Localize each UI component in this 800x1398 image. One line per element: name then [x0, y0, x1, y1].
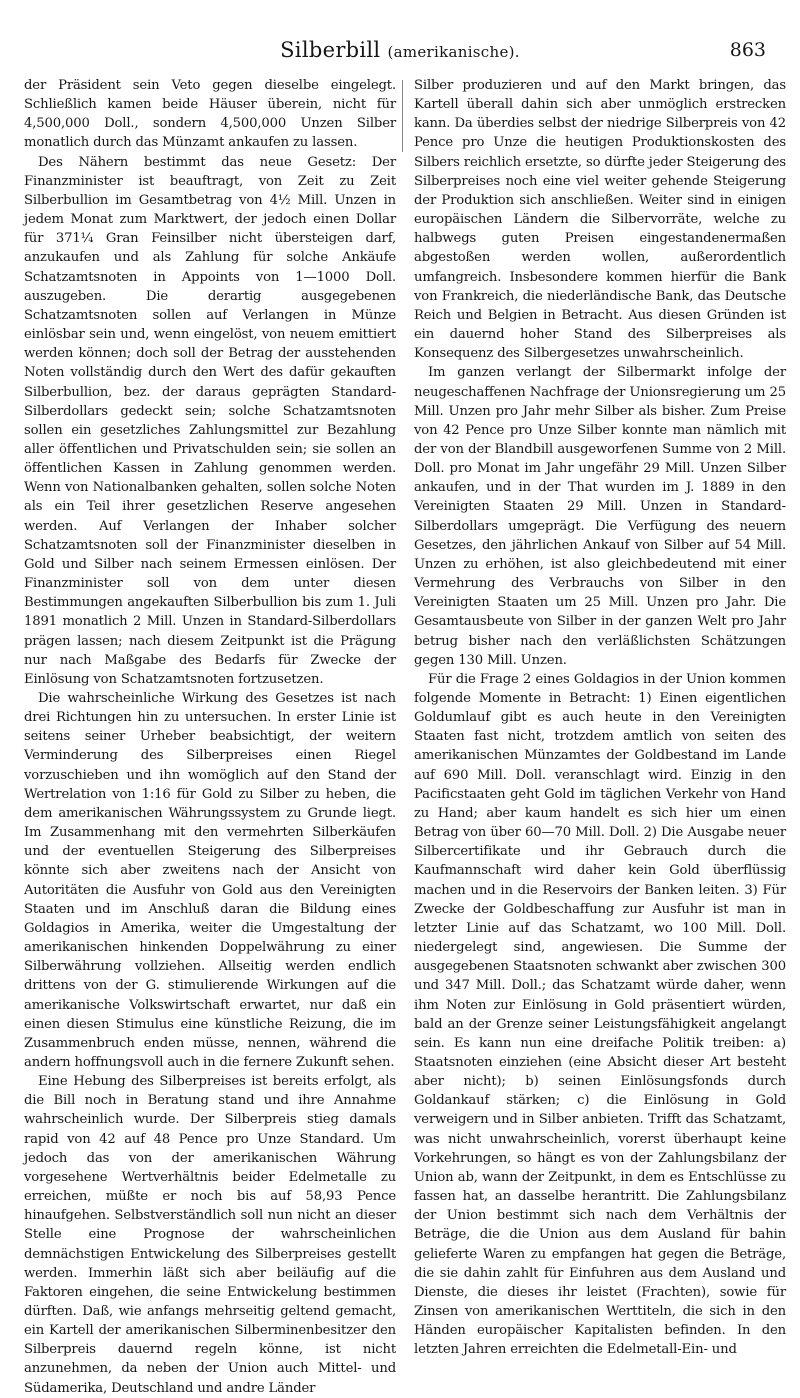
paragraph: Eine Hebung des Silberpreises ist bereits erfolgt, als die Bill noch in Beratung stand und ihre Annahme wahrscheinlich wurde. Der Silberpreis stieg damals rapid von 42 auf 48 Pence pro Unze Standard. Um jedoch das von der amerikanischen Währung vorgesehene Wertverhältnis beider Edelmetalle zu erreichen, müßte er noch bis auf 58,93 Pence hinaufgehen. Selbstverständlich soll nun nicht an dieser Stelle eine Prognose der wahrscheinlichen demnächstigen Entwickelung des Silberpreises gestellt werden. Immerhin läßt sich aber beiläufig auf die Faktoren eingehen, die seine Entwickelung bestimmen dürften. Daß, wie anfangs mehrseitig geltend gemacht, ein Kartell der amerikanischen Silberminenbesitzer den Silberpreis dauernd regeln könne, ist nicht anzunehmen, da neben der Union auch Mittel- und Südamerika, Deutschland und andre Länder — [24, 1074, 396, 1396]
paragraph: Silber produzieren und auf den Markt bringen, das Kartell überall dahin sich aber unmöglich erstrecken kann. Da überdies selbst der niedrige Silberpreis von 42 Pence pro Unze die heutigen Produktionskosten des Silbers reichlich ersetzte, so dürfte jeder Steigerung des Silberpreises noch eine viel weiter gehende Steigerung der Produktion sich anschließen. Weiter sind in einigen europäischen Ländern die Silbervorräte, welche zu halbwegs guten Preisen eingestandenermaßen abgestoßen werden wollen, außerordentlich umfangreich. Insbesondere kommen hierfür die Bank von Frankreich, die niederländische Bank, das Deutsche Reich und Belgien in Betracht. Aus diesen Gründen ist ein dauernd hoher Stand des Silberpreises als Konsequenz des Silbergesetzes unwahrscheinlich. — [414, 78, 786, 362]
paragraph: Des Nähern bestimmt das neue Gesetz: Der Finanzminister ist beauftragt, von Zeit zu Zeit Silberbullion im Gesamtbetrag von 4½ Mill. Unzen in jedem Monat zum Marktwert, der jedoch einen Dollar für 371¼ Gran Feinsilber nicht übersteigen darf, anzukaufen und als Zahlung für solche Ankäufe Schatzamtsnoten in Appoints von 1—1000 Doll. auszugeben. Die derartig ausgegebenen Schatzamtsnoten sollen auf Verlangen in Münze einlösbar sein und, wenn eingelöst, von neuem emittiert werden können; doch soll der Betrag der ausstehenden Noten vollständig durch den Wert des dafür gekauften Silberbullion, bez. der daraus geprägten Standard-Silberdollars gedeckt sein; solche Schatzamtsnoten sollen ein gesetzliches Zahlungsmittel zur Bezahlung aller öffentlichen und Privatschulden sein; sie sollen an öffentlichen Kassen in Zahlung genommen werden. Wenn von Nationalbanken gehalten, sollen solche Noten als ein Teil ihrer gesetzlichen Reserve angesehen werden. Auf Verlangen der Inhaber solcher Schatzamtsnoten soll der Finanzminister dieselben in Gold und Silber nach seinem Ermessen einlösen. Der Finanzminister soll von dem unter diesen Bestimmungen angekauften Silberbullion bis zum 1. Juli 1891 monatlich 2 Mill. Unzen in Standard-Silberdollars prägen lassen; nach diesem Zeitpunkt ist die Prägung nur nach Maßgabe des Bedarfs für Zwecke der Einlösung von Schatzamtsnoten fortzusetzen. — [24, 154, 396, 687]
column-rule — [402, 80, 403, 152]
paragraph: Die wahrscheinliche Wirkung des Gesetzes ist nach drei Richtungen hin zu untersuchen. In erster Linie ist seitens seiner Urheber beabsichtigt, der weitern Verminderung des Silberpreises einen Riegel vorzuschieben und ihn womöglich auf den Stand der Wertrelation von 1:16 für Gold zu Silber zu heben, die dem amerikanischen Währungssystem zu Grunde liegt. Im Zusammenhang mit den vermehrten Silberkäufen und der eventuellen Steigerung des Silberpreises könnte sich aber zweitens nach der Ansicht von Autoritäten die Ausfuhr von Gold aus den Vereinigten Staaten und im Anschluß daran die Bildung eines Goldagios in Amerika, weiter die Umgestaltung der amerikanischen hinkenden Doppelwährung zu einer Silberwährung vollziehen. Allseitig werden endlich drittens von der G. stimulierende Wirkungen auf die amerikanische Volkswirtschaft erwartet, nur daß ein einen diesen Stimulus eine künstliche Reizung, die im Zusammenbruch enden müsse, nennen, während die andern hoffnungsvoll auch in die fernere Zukunft sehen. — [24, 691, 396, 1070]
paragraph: Im ganzen verlangt der Silbermarkt infolge der neugeschaffenen Nachfrage der Unionsregierung um 25 Mill. Unzen pro Jahr mehr Silber als bisher. Zum Preise von 42 Pence pro Unze Silber konnte man nämlich mit der von der Blandbill ausgeworfenen Summe von 2 Mill. Doll. pro Monat im Jahr ungefähr 29 Mill. Unzen Silber ankaufen, und in der That wurden im J. 1889 in den Vereinigten Staaten 29 Mill. Unzen in Standard-Silberdollars umgeprägt. Die Verfügung des neuern Gesetzes, den jährlichen Ankauf von Silber auf 54 Mill. Unzen zu erhöhen, ist also gleichbedeutend mit einer Vermehrung des Verbrauchs von Silber in den Vereinigten Staaten um 25 Mill. Unzen pro Jahr. Die Gesamtausbeute von Silber in der ganzen Welt pro Jahr betrug bisher nach den verläßlichsten Schätzungen gegen 130 Mill. Unzen. — [414, 365, 786, 668]
left-column — [24, 76, 396, 1396]
page-number: 863 — [729, 39, 766, 61]
title-text: Silberbill — [280, 38, 381, 62]
paragraph: Für die Frage 2 eines Goldagios in der Union kommen folgende Momente in Betracht: 1) Einen eigentlichen Goldumlauf gibt es auch heute in den Vereinigten Staaten fast nicht, trotzdem amtlich von seiten des amerikanischen Münzamtes der Goldbestand im Lande auf 690 Mill. Doll. veranschlagt wird. Einzig in den Pacificstaaten geht Gold im täglichen Verkehr von Hand zu Hand; aber kaum handelt es sich hier um einen Betrag von über 60—70 Mill. Doll. 2) Die Ausgabe neuer Silbercertifikate und ihr Gebrauch durch die Kaufmannschaft wird daher kein Gold überflüssig machen und in die Reservoirs der Banken leiten. 3) Für Zwecke der Goldbeschaffung zur Ausfuhr ist man in letzter Linie auf das Schatzamt, wo 100 Mill. Doll. niedergelegt sind, angewiesen. Die Summe der ausgegebenen Staatsnoten schwankt aber zwischen 300 und 347 Mill. Doll.; das Schatzamt würde daher, wenn ihm Noten zur Einlösung in Gold präsentiert würden, bald an der Grenze seiner Leistungsfähigkeit angelangt sein. Es kann nun eine dreifache Politik treiben: a) Staatsnoten einziehen (eine Absicht dieser Art besteht aber nicht); b) seinen Einlösungsfonds durch Goldankauf stärken; c) die Einlösung in Gold verweigern und in Silber anbieten. Trifft das Schatzamt, was nicht unwahrscheinlich, vorerst überhaupt keine Vorkehrungen, so hängt es von der Zahlungsbilanz der Union ab, wann der Zeitpunkt, in dem es Entschlüsse zu fassen hat, an dasselbe herantritt. Die Zahlungsbilanz der Union bestimmt sich nach dem Verhältnis der Beträge, die die Union aus dem Ausland für bahin gelieferte Waren zu empfangen hat gegen die Beträge, die sie dahin zahlt für Einfuhren aus dem Ausland und Dienste, die dieses ihr leistet (Frachten), sowie für Zinsen von amerikanischen Werttiteln, die sich in den Händen europäischer Kapitalisten befinden. In den letzten Jahren erreichten die Edelmetall-Ein- und — [414, 671, 786, 1358]
running-title — [34, 38, 766, 62]
page-header — [34, 38, 766, 68]
right-column — [414, 76, 786, 1358]
paragraph: der Präsident sein Veto gegen dieselbe eingelegt. Schließlich kamen beide Häuser überein, nicht für 4,500,000 Doll., sondern 4,500,000 Unzen Silber monatlich durch das Münzamt ankaufen zu lassen. — [24, 78, 396, 151]
title-subtitle: (amerikanische). — [387, 43, 520, 61]
